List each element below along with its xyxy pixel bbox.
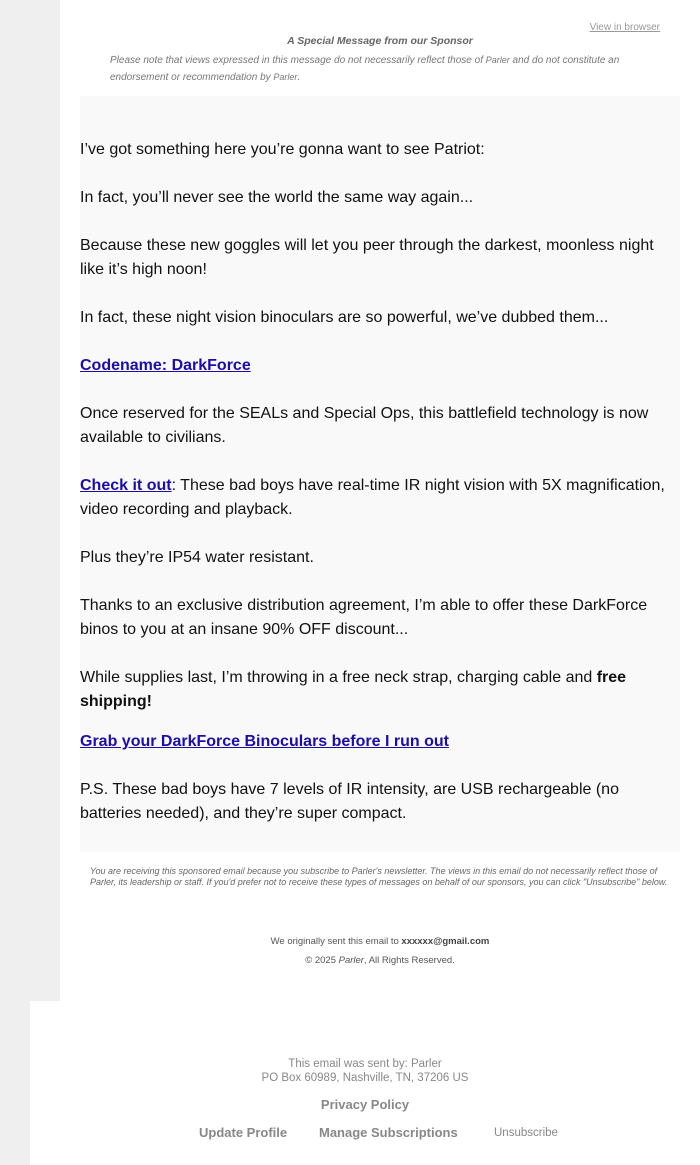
view-in-browser-link[interactable]: View in browser bbox=[589, 22, 660, 33]
sponsor-disclaimer bbox=[110, 52, 630, 86]
disclaimer-text-3: . bbox=[297, 72, 301, 83]
free-shipping-text: free shipping! bbox=[80, 669, 627, 710]
unsubscribe-link[interactable]: Unsubscribe bbox=[494, 1127, 558, 1139]
left-gray-margin bbox=[0, 0, 60, 1001]
body-paragraph-1: I’ve got something here you’re gonna want to see Patriot: bbox=[80, 141, 485, 158]
grab-binoculars-link[interactable]: Grab your DarkForce Binoculars before I run out bbox=[80, 733, 449, 750]
sponsored-email-notice: You are receiving this sponsored email because you subscribe to Parler's newsletter. The views in this email do not necessarily reflect those of Parler, its leadership or staff. If you'd prefer not to receive these types of messages on behalf of our sponsors, you can click "Unsubscribe" below. bbox=[90, 866, 668, 887]
ps-paragraph: P.S. These bad boys have 7 levels of IR intensity, are USB rechargeable (no batteries needed), and they’re super compact. bbox=[80, 781, 619, 822]
body-paragraph-6-text: : These bad boys have real-time IR night vision with 5X magnification, video recording and playback. bbox=[80, 477, 665, 518]
disclaimer-text-2: and do not constitute an endorsement or recommendation by bbox=[110, 55, 620, 83]
codename-link-block bbox=[80, 354, 670, 378]
email-body bbox=[80, 96, 680, 852]
disclaimer-brand-1: Parler bbox=[485, 55, 510, 65]
body-paragraph-2: In fact, you’ll never see the world the same way again... bbox=[80, 189, 474, 206]
update-profile-link[interactable]: Update Profile bbox=[199, 1125, 288, 1140]
copyright-prefix: © 2025 bbox=[305, 955, 339, 966]
copyright-suffix: , All Rights Reserved. bbox=[363, 955, 455, 966]
sponsor-title: A Special Message from our Sponsor bbox=[287, 35, 473, 47]
codename-darkforce-link[interactable]: Codename: DarkForce bbox=[80, 357, 251, 374]
left-gray-margin-lower bbox=[0, 1001, 30, 1165]
body-paragraph-4: In fact, these night vision binoculars are so powerful, we’ve dubbed them... bbox=[80, 309, 609, 326]
body-paragraph-5: Once reserved for the SEALs and Special Ops, this battlefield technology is now available to civilians. bbox=[80, 405, 649, 446]
email-service-footer bbox=[30, 1001, 700, 1165]
email-header bbox=[80, 0, 680, 96]
body-paragraph-9 bbox=[80, 666, 670, 714]
body-paragraph-8: Thanks to an exclusive distribution agreement, I’m able to offer these DarkForce binos to you at an insane 90% OFF discount... bbox=[80, 597, 648, 638]
disclaimer-brand-2: Parler bbox=[273, 72, 298, 82]
recipient-email: xxxxxx@gmail.com bbox=[401, 936, 490, 947]
footer-link-row bbox=[30, 1125, 700, 1143]
disclaimer-text-1: Please note that views expressed in this message do not necessarily reflect those of bbox=[110, 55, 486, 66]
manage-subscriptions-link[interactable]: Manage Subscriptions bbox=[319, 1125, 458, 1140]
sent-by-line: This email was sent by: Parler bbox=[288, 1058, 442, 1070]
copyright-line bbox=[80, 955, 680, 966]
body-paragraph-3: Because these new goggles will let you peer through the darkest, moonless night like it’s high noon! bbox=[80, 237, 654, 278]
sent-to-line bbox=[80, 936, 680, 947]
grab-link-block bbox=[80, 730, 670, 754]
body-paragraph-6 bbox=[80, 474, 670, 522]
sent-to-prefix: We originally sent this email to bbox=[270, 936, 402, 947]
body-paragraph-7: Plus they’re IP54 water resistant. bbox=[80, 549, 314, 566]
privacy-policy-link[interactable]: Privacy Policy bbox=[320, 1097, 410, 1112]
check-it-out-link[interactable]: Check it out bbox=[80, 477, 172, 494]
mailing-address: PO Box 60989, Nashville, TN, 37206 US bbox=[261, 1072, 469, 1084]
copyright-brand: Parler bbox=[338, 955, 364, 966]
body-paragraph-9-text: While supplies last, I’m throwing in a free neck strap, charging cable and bbox=[80, 669, 597, 686]
